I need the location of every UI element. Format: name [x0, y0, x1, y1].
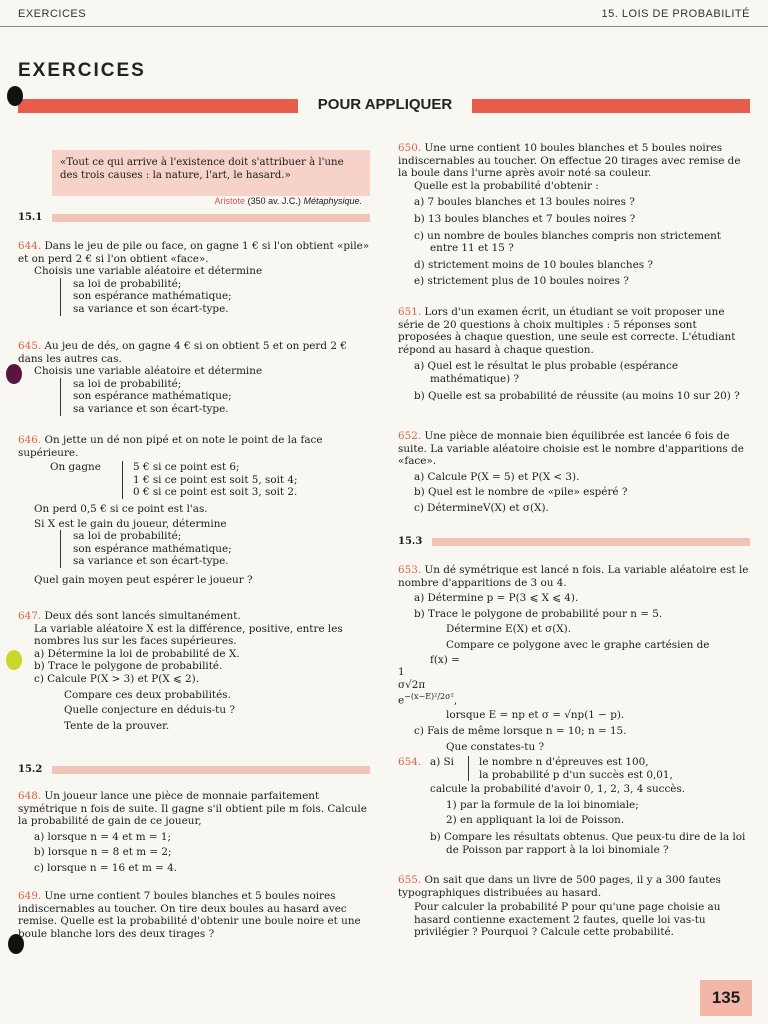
formula-comma: ,	[453, 694, 458, 707]
exercise-647	[18, 610, 370, 732]
exercise-text: Compare ce polygone avec le graphe cartésien de	[446, 638, 710, 651]
exercise-text: Dans le jeu de pile ou face, on gagne 1 € si l'on obtient «pile» et on perd 2 € si l'on obtient «face».	[18, 240, 370, 265]
section-bar-15-2	[52, 766, 370, 774]
title-band-right	[472, 99, 750, 113]
exercise-number: 646.	[18, 434, 42, 446]
list-item: 1 € si ce point est soit 5, soit 4;	[133, 473, 298, 486]
exercise-item-b: b) lorsque n = 8 et m = 2;	[34, 846, 172, 859]
exercise-text: a) Si	[430, 756, 454, 768]
exercise-655	[398, 874, 750, 939]
exercise-number: 648.	[18, 790, 42, 802]
exercise-645	[18, 340, 370, 416]
exercise-text: Que constates-tu ?	[446, 740, 545, 753]
exercise-text: Un dé symétrique est lancé n fois. La variable aléatoire est le nombre d'apparitions de 3 ou 4.	[398, 564, 749, 589]
exercise-item-a: a) Calcule P(X = 5) et P(X < 3).	[414, 470, 580, 483]
exercise-number: 645.	[18, 340, 42, 352]
exercise-text: Une urne contient 10 boules blanches et 5 boules noires indiscernables au toucher. On effectue 20 tirages avec remise de la boule dans l'urne après avoir noté sa couleur.	[398, 142, 741, 180]
section-label-15-1: 15.1	[18, 212, 43, 223]
running-header	[0, 0, 768, 27]
exercise-652	[398, 430, 750, 515]
exercise-650	[398, 142, 750, 288]
exercise-number: 644.	[18, 240, 42, 252]
exercise-text: 1) par la formule de la loi binomiale;	[446, 798, 639, 811]
exercise-number: 649.	[18, 890, 42, 902]
formula	[398, 654, 750, 667]
list-item: sa variance et son écart-type.	[73, 302, 229, 315]
exercise-item-c: c) DétermineV(X) et σ(X).	[414, 501, 549, 514]
exercise-text: Quelle est la probabilité d'obtenir :	[414, 179, 599, 192]
header-left: EXERCICES	[18, 8, 87, 20]
exercise-text: Quelle conjecture en déduis-tu ?	[64, 704, 235, 717]
title-band-left	[18, 99, 298, 113]
section-bar-15-3	[432, 538, 750, 546]
formula-exp-base: e	[398, 694, 405, 707]
formula-denominator: σ√2π	[398, 678, 426, 691]
punch-hole-1	[7, 86, 23, 106]
formula-numerator: 1	[398, 666, 405, 679]
quote-source	[215, 195, 362, 208]
item-list	[60, 378, 370, 416]
exercise-item-a: a) 7 boules blanches et 13 boules noires ?	[414, 196, 635, 209]
list-item: 5 € si ce point est 6;	[133, 461, 240, 474]
exercise-649	[18, 890, 370, 940]
exercise-text: On gagne	[50, 461, 101, 474]
list-item: son espérance mathématique;	[73, 290, 232, 303]
exercise-text: 2) en appliquant la loi de Poisson.	[446, 814, 625, 827]
list-item: son espérance mathématique;	[73, 542, 232, 555]
exercise-item-b: b) Quel est le nombre de «pile» espéré ?	[414, 486, 628, 499]
exercise-text: La variable aléatoire X est la différence, positive, entre les nombres lus sur les faces supérieures.	[34, 622, 343, 648]
exercise-text: Lors d'un examen écrit, un étudiant se voit proposer une série de 20 questions à choix multiples : 5 réponses sont proposées à chaque question, une seule est correcte. L'étudiant répond au hasard à chaque question.	[398, 306, 736, 356]
exercise-text: Deux dés sont lancés simultanément.	[44, 610, 241, 622]
exercise-text: Une urne contient 7 boules blanches et 5 boules noires indiscernables au toucher. On tire deux boules au hasard avec remise. Quelle est la probabilité d'obtenir une boule noire et une boule blanche lors des deux tirages ?	[18, 890, 361, 940]
exercise-text: Choisis une variable aléatoire et détermine	[34, 365, 263, 378]
list-item: le nombre n d'épreuves est 100,	[479, 756, 649, 768]
exercise-number: 650.	[398, 142, 422, 154]
list-item: la probabilité p d'un succès est 0,01,	[479, 768, 673, 781]
section-heading: POUR APPLIQUER	[300, 96, 470, 113]
exercise-text: Choisis une variable aléatoire et détermine	[34, 265, 263, 278]
quote-text: «Tout ce qui arrive à l'existence doit s'attribuer à l'une des trois causes : la nature, l'art, le hasard.»	[60, 157, 344, 181]
exercise-number: 655.	[398, 874, 422, 886]
section-label-15-3: 15.3	[398, 536, 423, 547]
exercise-648	[18, 790, 370, 875]
exercise-item-b: b) Quelle est sa probabilité de réussite (au moins 10 sur 20) ?	[414, 389, 740, 402]
exercise-item-a: a) lorsque n = 4 et m = 1;	[34, 830, 172, 843]
exercise-644	[18, 240, 370, 316]
list-item: sa variance et son écart-type.	[73, 402, 229, 415]
exercise-item-a: a) Quel est le résultat le plus probable (espérance mathématique) ?	[414, 360, 678, 385]
exercise-item-a: a) Détermine p = P(3 ⩽ X ⩽ 4).	[414, 592, 579, 605]
exercise-text: Pour calculer la probabilité P pour qu'une page choisie au hasard contienne exactement 2 fautes, quelle loi vas-tu privilégier ? Pourquoi ? Calcule cette probabilité.	[414, 901, 721, 939]
list-item: son espérance mathématique;	[73, 390, 232, 403]
exercise-654	[398, 756, 750, 856]
list-item: sa loi de probabilité;	[73, 377, 182, 390]
exercise-item-a: a) Détermine la loi de probabilité de X.	[34, 647, 240, 660]
quote-author: Aristote	[214, 196, 246, 206]
exercise-text: lorsque E = np et σ = √np(1 − p).	[446, 709, 625, 722]
exercise-item-b: b) 13 boules blanches et 7 boules noires ?	[414, 212, 636, 225]
quote-box	[52, 150, 370, 206]
exercise-item-e: e) strictement plus de 10 boules noires ?	[414, 275, 629, 288]
item-list	[60, 278, 370, 316]
header-right: 15. LOIS DE PROBABILITÉ	[601, 8, 750, 20]
exercise-text: Un joueur lance une pièce de monnaie parfaitement symétrique n fois de suite. Il gagne s'il obtient pile m fois. Calcule la probabilité de gain de ce joueur,	[18, 790, 367, 828]
exercise-item-d: d) strictement moins de 10 boules blanches ?	[414, 258, 653, 271]
exercise-text: Détermine E(X) et σ(X).	[446, 623, 572, 636]
exercise-text: Une pièce de monnaie bien équilibrée est lancée 6 fois de suite. La variable aléatoire choisie est le nombre d'apparitions de «face».	[398, 430, 744, 468]
exercise-text: calcule la probabilité d'avoir 0, 1, 2, 3, 4 succès.	[430, 783, 686, 796]
exercise-item-c: c) un nombre de boules blanches compris non strictement entre 11 et 15 ?	[414, 229, 721, 255]
exercise-number: 654.	[398, 756, 422, 768]
section-label-15-2: 15.2	[18, 764, 43, 775]
list-item: 0 € si ce point est soit 3, soit 2.	[133, 486, 298, 499]
exercise-item-c: c) Calcule P(X > 3) et P(X ⩽ 2).	[34, 672, 200, 685]
list-item: sa loi de probabilité;	[73, 530, 182, 543]
exercise-text: Compare ces deux probabilités.	[64, 688, 231, 701]
exercise-646	[18, 434, 370, 587]
exercise-text: On perd 0,5 € si ce point est l'as.	[34, 502, 208, 515]
exercise-number: 651.	[398, 306, 422, 318]
formula-lhs: f(x) =	[430, 653, 460, 666]
exercise-number: 652.	[398, 430, 422, 442]
list-item: sa variance et son écart-type.	[73, 555, 229, 568]
exercise-item-b: b) Compare les résultats obtenus. Que peux-tu dire de la loi de Poisson par rapport à la loi binomiale ?	[430, 830, 746, 856]
exercise-item-c: c) lorsque n = 16 et m = 4.	[34, 861, 178, 874]
exercise-651	[398, 306, 750, 402]
section-bar-15-1	[52, 214, 370, 222]
exercise-text: Au jeu de dés, on gagne 4 € si on obtient 5 et on perd 2 € dans les autres cas.	[18, 340, 347, 365]
exercise-text: Quel gain moyen peut espérer le joueur ?	[34, 573, 253, 586]
exercise-item-b: b) Trace le polygone de probabilité.	[34, 660, 223, 673]
exercise-text: On sait que dans un livre de 500 pages, il y a 300 fautes typographiques distribuées au hasard.	[398, 874, 721, 899]
page-title: EXERCICES	[18, 60, 146, 81]
item-list	[60, 530, 370, 568]
exercise-653	[398, 564, 750, 753]
exercise-text: Si X est le gain du joueur, détermine	[34, 517, 227, 530]
list-item: sa loi de probabilité;	[73, 277, 182, 290]
exercise-item-b: b) Trace le polygone de probabilité pour n = 5.	[414, 607, 663, 620]
formula-exponent: −(x−E)²/2σ²	[404, 692, 454, 702]
page-number: 135	[700, 980, 752, 1016]
quote-date: (350 av. J.C.)	[247, 196, 301, 206]
exercise-number: 653.	[398, 564, 422, 576]
exercise-number: 647.	[18, 610, 42, 622]
exercise-text: On jette un dé non pipé et on note le point de la face supérieure.	[18, 434, 323, 459]
exercise-text: Tente de la prouver.	[64, 719, 170, 732]
exercise-item-c: c) Fais de même lorsque n = 10; n = 15.	[414, 725, 627, 737]
quote-work: Métaphysique.	[303, 196, 362, 206]
